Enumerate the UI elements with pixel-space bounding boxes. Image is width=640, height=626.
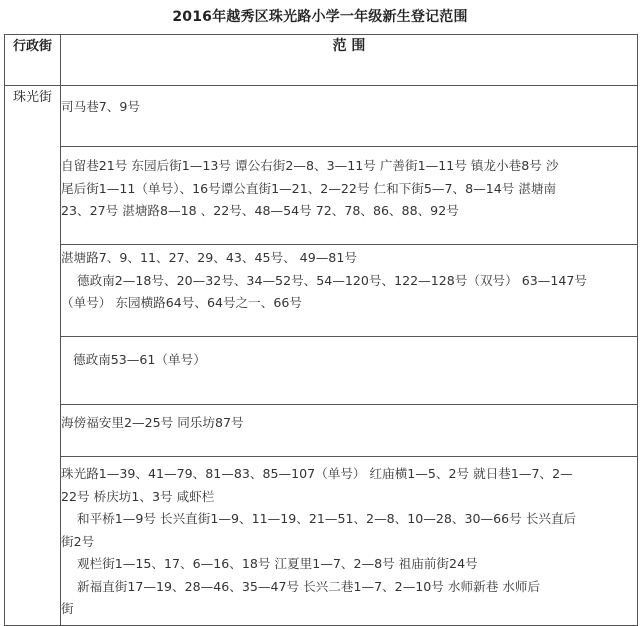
range-cell [61,86,638,147]
range-line: 街 [61,601,74,616]
table-header-row [5,35,638,86]
table-row [5,457,638,626]
header-district: 行政街 [5,35,61,86]
table-row [5,245,638,337]
range-line: 街2号 [61,533,95,549]
range-line: 海傍福安里2—25号 同乐坊87号 [61,415,244,430]
range-cell [61,405,638,457]
range-cell [61,245,638,337]
range-line: 观栏街1—15、17、6—16、18号 江夏里1—7、2—8号 祖庙前街24号 [77,556,478,571]
range-line: 德政南53—61（单号） [73,352,206,367]
range-line: 德政南2—18号、20—32号、34—52号、54—120号、122—128号（双号） 63—147号 [77,272,587,288]
range-line: 23、27号 湛塘路8—18 、22号、48—54号 72、78、86、88、92号 [61,203,459,218]
range-cell [61,457,638,626]
page-title: 2016年越秀区珠光路小学一年级新生登记范围 [172,9,468,25]
range-cell [61,147,638,245]
range-line: 珠光路1—39、41—79、81—83、85—107（单号） 红庙横1—5、2号 就日巷1—7、2— [61,466,573,481]
district-cell: 珠光街 [5,86,61,626]
range-line: 尾后街1—11（单号）、16号谭公直街1—21、2—22号 仁和下街5—7、8—14号 湛塘南 [61,180,557,196]
table-row [5,337,638,405]
range-cell [61,337,638,405]
table-row [5,86,638,147]
table-row [5,147,638,245]
table-row [5,405,638,457]
header-range: 范 围 [61,35,638,86]
range-line: 22号 桥庆坊1、3号 咸虾栏 [61,488,215,504]
registration-table [4,34,638,626]
range-line: 和平桥1—9号 长兴直街1—9、11—19、21—51、2—8、10—28、30—66号 长兴直后 [77,511,577,526]
range-line: 新福直街17—19、28—46、35—47号 长兴二巷1—7、2—10号 水师新巷 水师后 [77,578,541,594]
range-line: 湛塘路7、9、11、27、29、43、45号、 49—81号 [61,250,357,265]
range-line: 司马巷7、9号 [61,99,140,114]
range-line: 自留巷21号 东园后街1—13号 谭公右街2—8、3—11号 广善街1—11号 镇龙小巷8号 沙 [61,158,559,173]
range-line: （单号） 东园横路64号、64号之一、66号 [61,295,302,310]
